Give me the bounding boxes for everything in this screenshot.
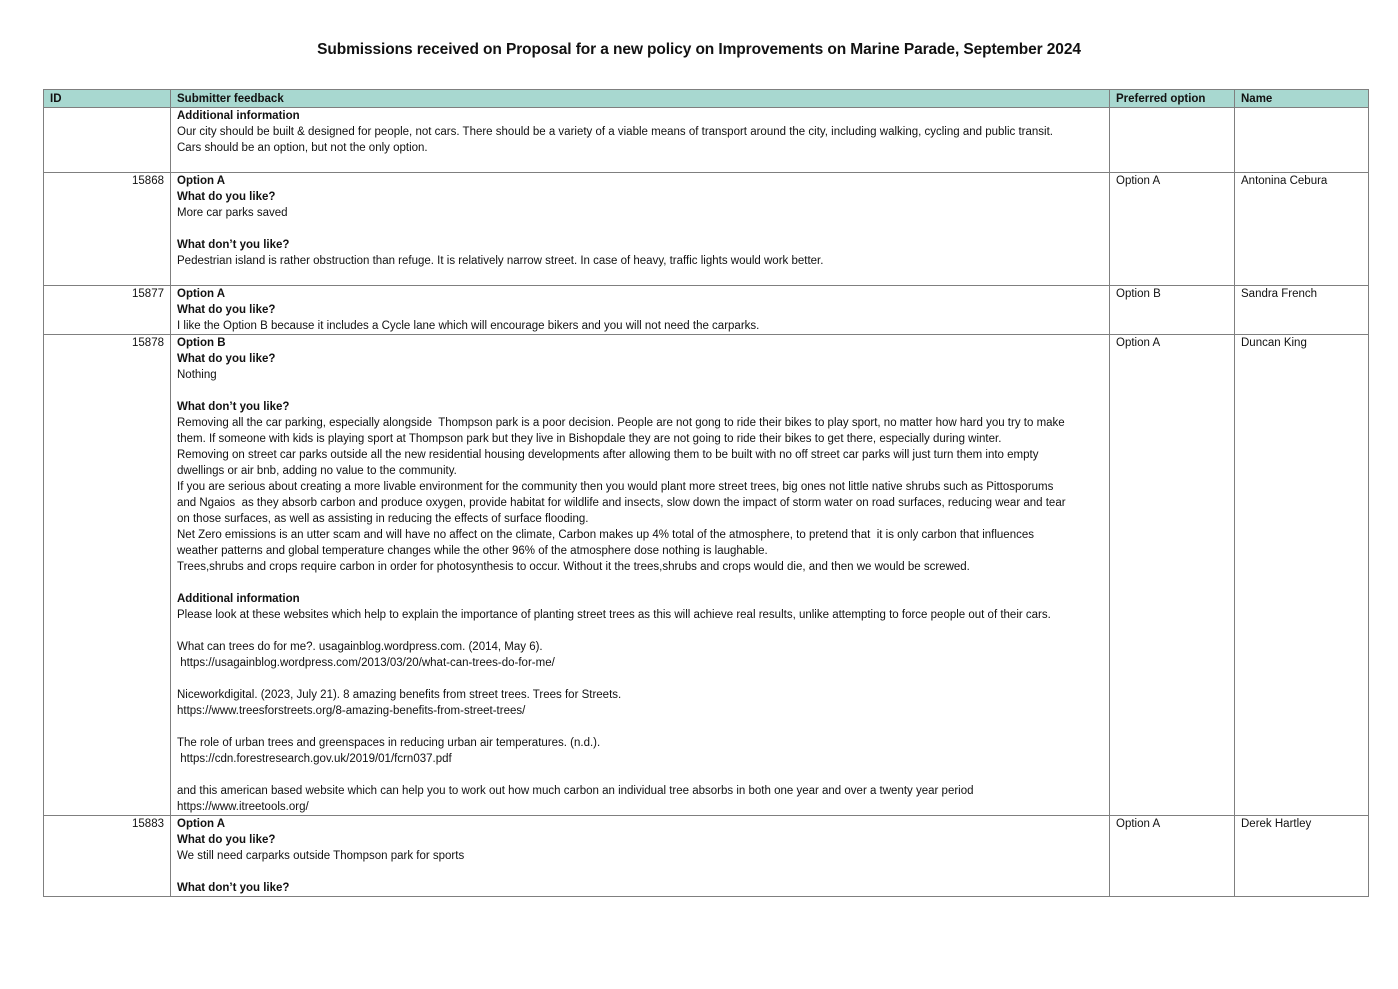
- blank-line: [177, 383, 1103, 399]
- feedback-text: Nothing: [177, 369, 217, 381]
- blank-line: [177, 221, 1103, 237]
- feedback-heading: What do you like?: [177, 191, 276, 203]
- feedback-heading: What don’t you like?: [177, 882, 290, 894]
- preferred-option: [1110, 108, 1235, 173]
- submitter-name: [1235, 108, 1369, 173]
- feedback-text: Removing on street car parks outside all the new residential housing developments after allowing them to be built with no off street car parks will just turn them into empty: [177, 449, 1039, 461]
- submitter-name: Derek Hartley: [1235, 816, 1369, 897]
- submitter-name: Antonina Cebura: [1235, 173, 1369, 286]
- submission-id: 15878: [44, 335, 171, 816]
- feedback-heading: Additional information: [177, 593, 300, 605]
- feedback-text: I like the Option B because it includes a Cycle lane which will encourage bikers and you will not need the carparks.: [177, 320, 760, 332]
- table-row: [44, 816, 1369, 897]
- feedback-text: https://www.itreetools.org/: [177, 801, 309, 813]
- feedback-text: dwellings or air bnb, adding no value to the community.: [177, 465, 457, 477]
- preferred-option: Option A: [1110, 816, 1235, 897]
- feedback-heading: What do you like?: [177, 353, 276, 365]
- blank-line: [177, 156, 1103, 172]
- feedback-text: Niceworkdigital. (2023, July 21). 8 amazing benefits from street trees. Trees for Streets.: [177, 689, 622, 701]
- header-id: ID: [44, 90, 171, 108]
- feedback-text: The role of urban trees and greenspaces in reducing urban air temperatures. (n.d.).: [177, 737, 601, 749]
- feedback-text: What can trees do for me?. usagainblog.wordpress.com. (2014, May 6).: [177, 641, 543, 653]
- submitter-feedback: [171, 816, 1110, 897]
- table-row: [44, 108, 1369, 173]
- feedback-text: and Ngaios as they absorb carbon and produce oxygen, provide habitat for wildlife and insects, slow down the impact of storm water on road surfaces, reducing wear and tear: [177, 497, 1066, 509]
- header-preferred-option: Preferred option: [1110, 90, 1235, 108]
- feedback-heading: What do you like?: [177, 304, 276, 316]
- table-body: [44, 108, 1369, 897]
- feedback-text: on those surfaces, as well as assisting in reducing the effects of surface flooding.: [177, 513, 589, 525]
- preferred-option: Option A: [1110, 335, 1235, 816]
- submitter-feedback: [171, 173, 1110, 286]
- feedback-heading: Option A: [177, 288, 226, 300]
- submitter-name: Sandra French: [1235, 286, 1369, 335]
- submission-id: 15877: [44, 286, 171, 335]
- blank-line: [177, 767, 1103, 783]
- feedback-heading: Option A: [177, 175, 226, 187]
- feedback-text: If you are serious about creating a more livable environment for the community then you would plant more street trees, big ones not little native shrubs such as Pittosporums: [177, 481, 1054, 493]
- feedback-text: them. If someone with kids is playing sport at Thompson park but they live in Bishopdale they are not going to ride their bikes to get there, especially during winter.: [177, 433, 1002, 445]
- preferred-option: Option B: [1110, 286, 1235, 335]
- submissions-table: [43, 89, 1369, 897]
- feedback-text: weather patterns and global temperature changes while the other 96% of the atmosphere dose nothing is laughable.: [177, 545, 768, 557]
- blank-line: [177, 671, 1103, 687]
- submission-id: [44, 108, 171, 173]
- blank-line: [177, 269, 1103, 285]
- feedback-text: Removing all the car parking, especially alongside Thompson park is a poor decision. People are not gong to ride their bikes to play sport, no matter how hard you try to make: [177, 417, 1065, 429]
- header-row: [44, 90, 1369, 108]
- feedback-text: Please look at these websites which help to explain the importance of planting street trees as this will achieve real results, unlike attempting to force people out of their cars.: [177, 609, 1051, 621]
- feedback-text: Our city should be built & designed for people, not cars. There should be a variety of a viable means of transport around the city, including walking, cycling and public transit.: [177, 126, 1053, 138]
- feedback-text: https://usagainblog.wordpress.com/2013/03/20/what-can-trees-do-for-me/: [177, 657, 555, 669]
- submission-id: 15868: [44, 173, 171, 286]
- feedback-text: and this american based website which can help you to work out how much carbon an individual tree absorbs in both one year and over a twenty year period: [177, 785, 974, 797]
- submitter-feedback: [171, 335, 1110, 816]
- blank-line: [177, 719, 1103, 735]
- page-title: Submissions received on Proposal for a new policy on Improvements on Marine Parade, September 2024: [317, 41, 1081, 58]
- feedback-text: Cars should be an option, but not the only option.: [177, 142, 428, 154]
- feedback-text: Pedestrian island is rather obstruction than refuge. It is relatively narrow street. In case of heavy, traffic lights would work better.: [177, 255, 824, 267]
- table-row: [44, 335, 1369, 816]
- submitter-feedback: [171, 108, 1110, 173]
- table-row: [44, 286, 1369, 335]
- feedback-heading: What don’t you like?: [177, 239, 290, 251]
- feedback-text: More car parks saved: [177, 207, 288, 219]
- feedback-heading: Option B: [177, 337, 226, 349]
- header-feedback: Submitter feedback: [171, 90, 1110, 108]
- submission-id: 15883: [44, 816, 171, 897]
- feedback-heading: Additional information: [177, 110, 300, 122]
- feedback-text: Trees,shrubs and crops require carbon in order for photosynthesis to occur. Without it the trees,shrubs and crops would die, and then we would be screwed.: [177, 561, 970, 573]
- blank-line: [177, 864, 1103, 880]
- blank-line: [177, 575, 1103, 591]
- feedback-text: We still need carparks outside Thompson park for sports: [177, 850, 465, 862]
- feedback-text: Net Zero emissions is an utter scam and will have no affect on the climate, Carbon makes up 4% total of the atmosphere, to pretend that it is only carbon that influences: [177, 529, 1034, 541]
- feedback-heading: What do you like?: [177, 834, 276, 846]
- blank-line: [177, 623, 1103, 639]
- preferred-option: Option A: [1110, 173, 1235, 286]
- feedback-heading: Option A: [177, 818, 226, 830]
- table-row: [44, 173, 1369, 286]
- feedback-text: https://cdn.forestresearch.gov.uk/2019/01/fcrn037.pdf: [177, 753, 452, 765]
- header-name: Name: [1235, 90, 1369, 108]
- submitter-name: Duncan King: [1235, 335, 1369, 816]
- submitter-feedback: [171, 286, 1110, 335]
- feedback-text: https://www.treesforstreets.org/8-amazing-benefits-from-street-trees/: [177, 705, 526, 717]
- feedback-heading: What don’t you like?: [177, 401, 290, 413]
